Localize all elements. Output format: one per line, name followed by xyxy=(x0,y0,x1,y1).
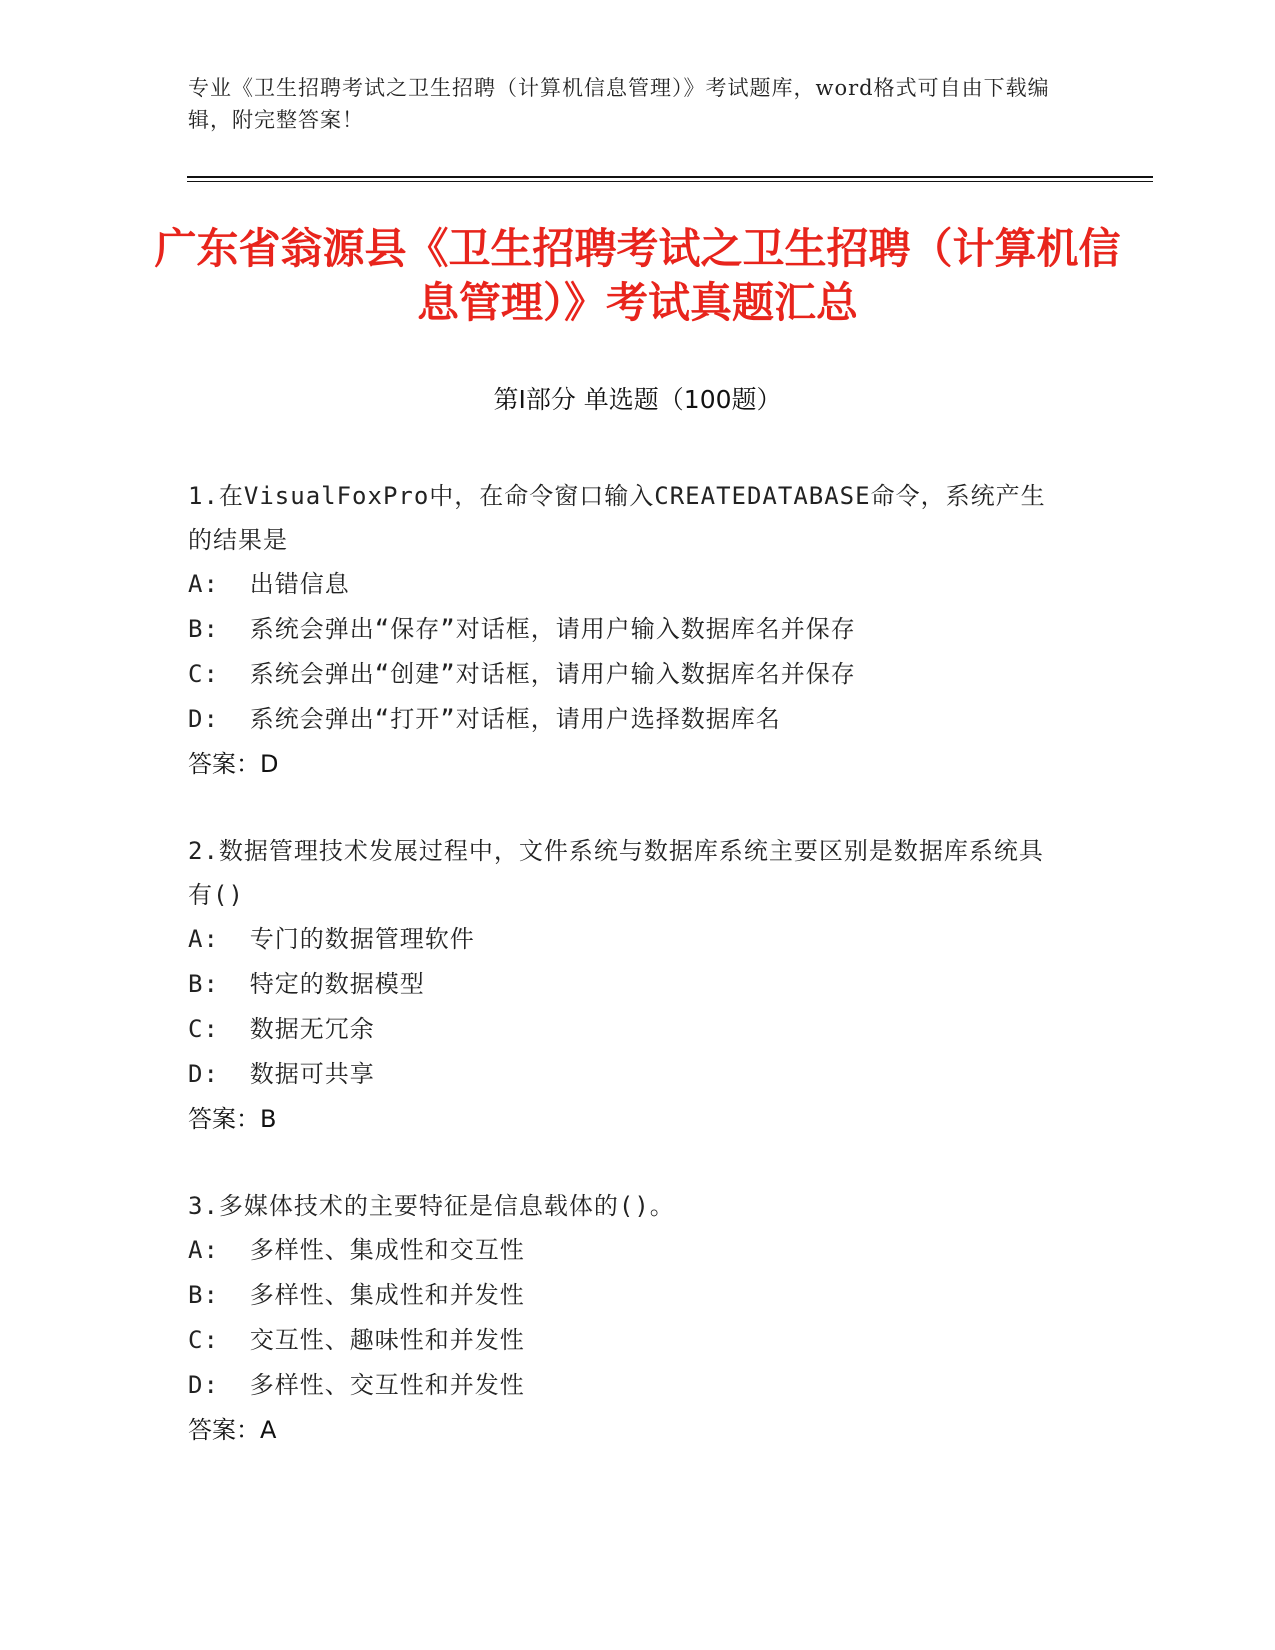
question-stem: 2.数据管理技术发展过程中，文件系统与数据库系统主要区别是数据库系统具有() xyxy=(188,837,1044,909)
option-a: A: 专门的数据管理软件 xyxy=(188,925,475,953)
option-b: B: 多样性、集成性和并发性 xyxy=(188,1281,525,1309)
option-b: B: 特定的数据模型 xyxy=(188,970,425,998)
section-heading: 第Ⅰ部分 单选题（100题） xyxy=(493,385,782,414)
answer-line: 答案：D xyxy=(188,750,279,778)
option-d: D: 多样性、交互性和并发性 xyxy=(188,1371,525,1399)
answer-line: 答案：A xyxy=(188,1416,277,1444)
option-a: A: 多样性、集成性和交互性 xyxy=(188,1236,525,1264)
option-a: A: 出错信息 xyxy=(188,570,350,598)
option-c: C: 交互性、趣味性和并发性 xyxy=(188,1326,525,1354)
option-d: D: 数据可共享 xyxy=(188,1060,375,1088)
question-item xyxy=(188,829,1068,1142)
option-c: C: 数据无冗余 xyxy=(188,1015,375,1043)
option-b: B: 系统会弹出“保存”对话框，请用户输入数据库名并保存 xyxy=(188,615,856,643)
question-stem: 3.多媒体技术的主要特征是信息载体的()。 xyxy=(188,1192,675,1220)
header-note: 专业《卫生招聘考试之卫生招聘（计算机信息管理）》考试题库，word格式可自由下载编辑，附完整答案！ xyxy=(188,76,1050,132)
answer-line: 答案：B xyxy=(188,1105,277,1133)
question-stem: 1.在VisualFoxPro中，在命令窗口输入CREATEDATABASE命令，系统产生的结果是 xyxy=(188,482,1046,554)
option-d: D: 系统会弹出“打开”对话框，请用户选择数据库名 xyxy=(188,705,781,733)
question-list xyxy=(188,474,1068,1495)
question-item xyxy=(188,474,1068,787)
question-item xyxy=(188,1184,1068,1453)
document-title: 广东省翁源县《卫生招聘考试之卫生招聘（计算机信息管理）》考试真题汇总 xyxy=(154,224,1121,327)
option-c: C: 系统会弹出“创建”对话框，请用户输入数据库名并保存 xyxy=(188,660,856,688)
header-divider xyxy=(187,176,1153,182)
